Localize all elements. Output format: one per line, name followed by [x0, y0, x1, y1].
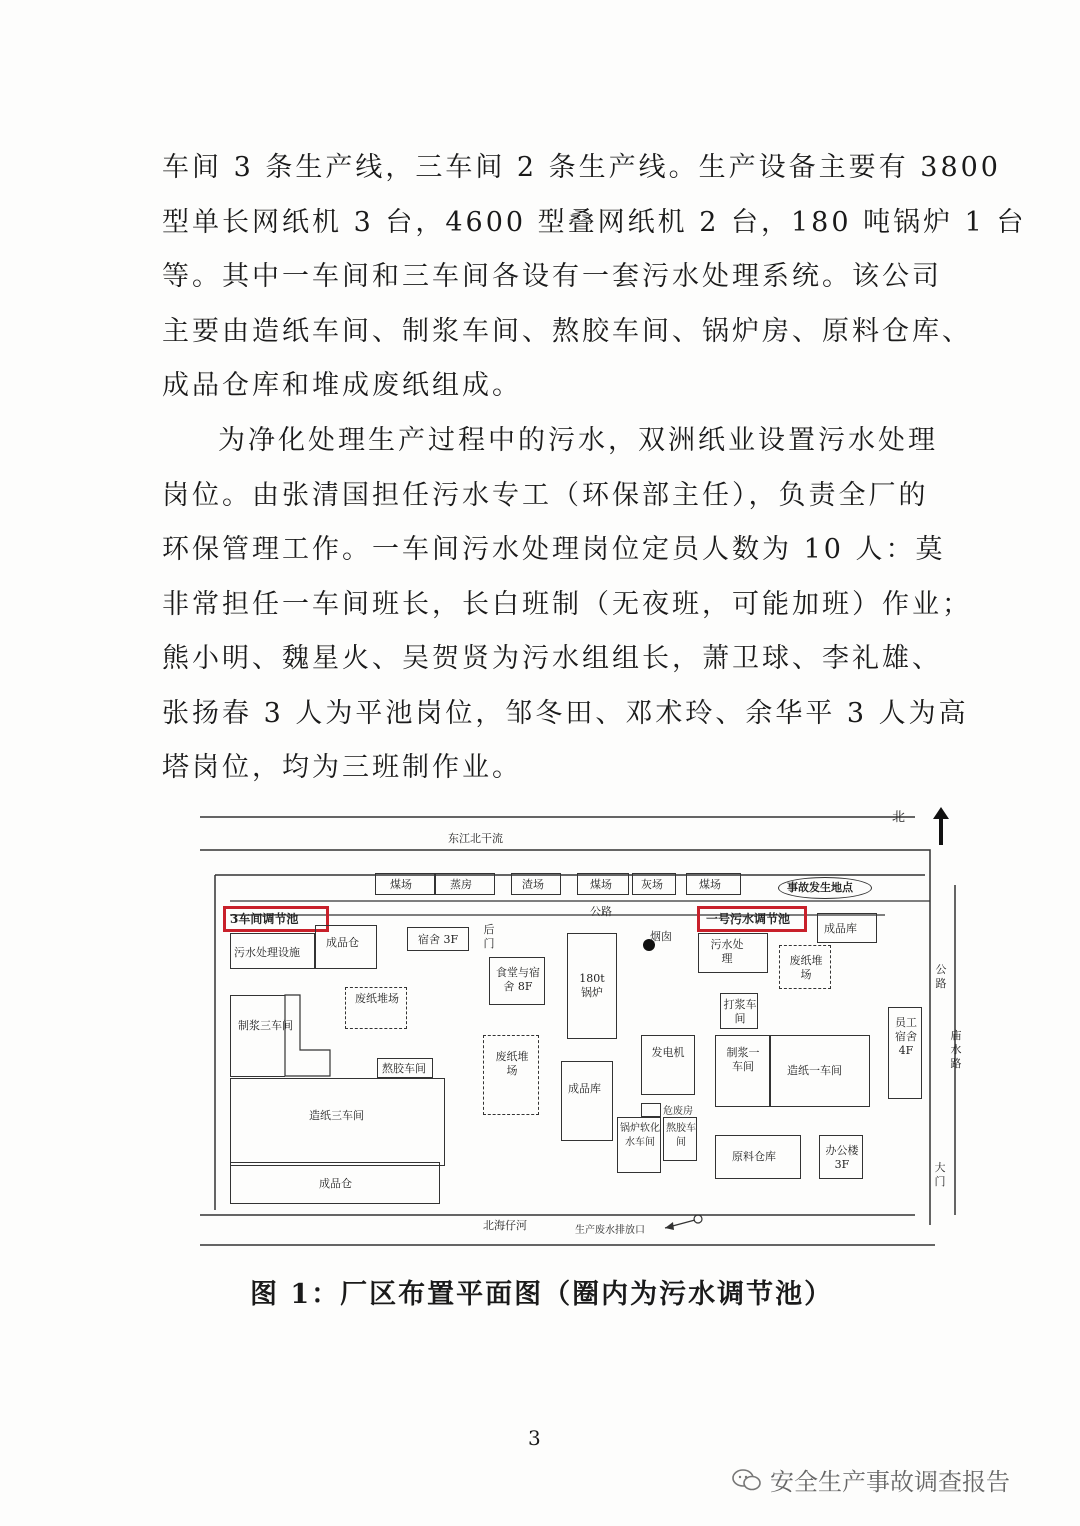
canteen-dorm: 食堂与宿舍 8F: [489, 957, 545, 1005]
page-number: 3: [528, 1426, 541, 1450]
wechat-icon: [732, 1468, 762, 1492]
back-gate-label: 后门: [483, 923, 495, 950]
pool-1-highlight: 一号污水调节池: [697, 906, 807, 932]
glue-workshop-3: 熬胶车间: [377, 1058, 433, 1078]
product-store-d: 成品库: [817, 913, 877, 943]
figure-caption: 图 1：厂区布置平面图（圈内为污水调节池）: [250, 1279, 834, 1310]
river-north-label: 东江北干流: [448, 832, 503, 845]
para2-line-5: 熊小明、魏星火、吴贺贤为污水组组长，萧卫球、李礼雄、: [162, 643, 942, 674]
para2-line-6: 张扬春 3 人为平池岗位，邹冬田、邓术玲、余华平 3 人为高: [162, 697, 969, 729]
river-south-label: 北海仔河: [483, 1219, 527, 1232]
para2-line-2: 岗位。由张清国担任污水专工（环保部主任），负责全厂的: [162, 479, 929, 511]
raw-material-store: 原料仓库: [715, 1135, 801, 1179]
north-arrow-icon: [933, 807, 949, 845]
para1-line-5: 成品仓库和堆成废纸组成。: [162, 370, 522, 401]
watermark-text: 安全生产事故调查报告: [770, 1468, 1010, 1496]
product-store-c: 成品库: [561, 1061, 613, 1141]
sewage-treatment-1: 污水处理: [698, 933, 768, 973]
ash-yard: 灰场: [632, 873, 676, 895]
road-east-label: 公路: [935, 963, 947, 990]
site-plan-figure: [195, 795, 965, 1255]
hazard-room-label: 危废房: [663, 1106, 693, 1117]
pool-3-highlight: 3车间调节池: [223, 906, 329, 932]
road-label: 公路: [590, 905, 612, 918]
paper-workshop-1: 造纸一车间: [770, 1035, 870, 1107]
employee-dorm-4f: 员工宿舍 4F: [888, 1007, 922, 1099]
product-store-a: 成品仓: [315, 925, 377, 969]
sewage-facility-3: 污水处理设施: [230, 933, 315, 969]
pulp-workshop-1: 制浆一车间: [715, 1035, 770, 1107]
pangshui-road-label: 庙水路: [950, 1029, 962, 1070]
accident-site-bubble: 事故发生地点: [778, 877, 872, 899]
coal-yard-2: 煤场: [577, 873, 629, 895]
north-label: 北: [892, 810, 906, 825]
pulp-workshop-3: 制浆三车间: [238, 1019, 293, 1032]
glue-workshop: 熬胶车间: [663, 1117, 697, 1161]
watermark: [732, 1462, 1010, 1497]
dorm-3f: 宿舍 3F: [407, 927, 469, 951]
pulp-workshop-3-outline: [230, 995, 285, 1077]
waste-yard-b: 废纸堆场: [483, 1035, 539, 1115]
chimney-label: 烟囱: [650, 930, 672, 943]
generator: 发电机: [641, 1035, 695, 1095]
para2-line-1: 为净化处理生产过程中的污水，双洲纸业设置污水处理: [218, 425, 938, 456]
waste-yard-c: 废纸堆场: [779, 945, 831, 989]
para2-line-7: 塔岗位，均为三班制作业。: [162, 752, 522, 783]
para1-line-3: 等。其中一车间和三车间各设有一套污水处理系统。该公司: [162, 261, 942, 292]
paragraph-2: [162, 414, 972, 796]
para2-line-4: 非常担任一车间班长，长白班制（无夜班，可能加班）作业；: [162, 588, 972, 620]
main-gate-label: 大门: [934, 1161, 946, 1188]
coal-yard-1: 煤场: [375, 873, 435, 895]
boiler-180t: 180t锅炉: [567, 933, 617, 1039]
waste-yard-a: 废纸堆场: [345, 987, 407, 1029]
coal-yard-3: 煤场: [686, 873, 741, 895]
paragraph-1: [162, 141, 1027, 414]
soft-water-workshop: 锅炉软化水车间: [617, 1117, 661, 1173]
steam-room: 蒸房: [435, 873, 495, 895]
slag-yard: 渣场: [511, 873, 561, 895]
beating-workshop: 打浆车间: [720, 993, 758, 1029]
office-building: 办公楼3F: [819, 1135, 863, 1179]
hazard-room-box: [641, 1103, 661, 1117]
para1-line-4: 主要由造纸车间、制浆车间、熬胶车间、锅炉房、原料仓库、: [162, 315, 972, 347]
outlet-label: 生产废水排放口: [575, 1225, 645, 1236]
product-store-b: 成品仓: [230, 1162, 440, 1204]
para2-line-3: 环保管理工作。一车间污水处理岗位定员人数为 10 人：莫: [162, 534, 946, 565]
para1-line-1: 车间 3 条生产线，三车间 2 条生产线。生产设备主要有 3800: [162, 152, 1001, 183]
paper-workshop-3: 造纸三车间: [230, 1078, 445, 1166]
para1-line-2: 型单长网纸机 3 台，4600 型叠网纸机 2 台，180 吨锅炉 1 台: [162, 206, 1027, 238]
